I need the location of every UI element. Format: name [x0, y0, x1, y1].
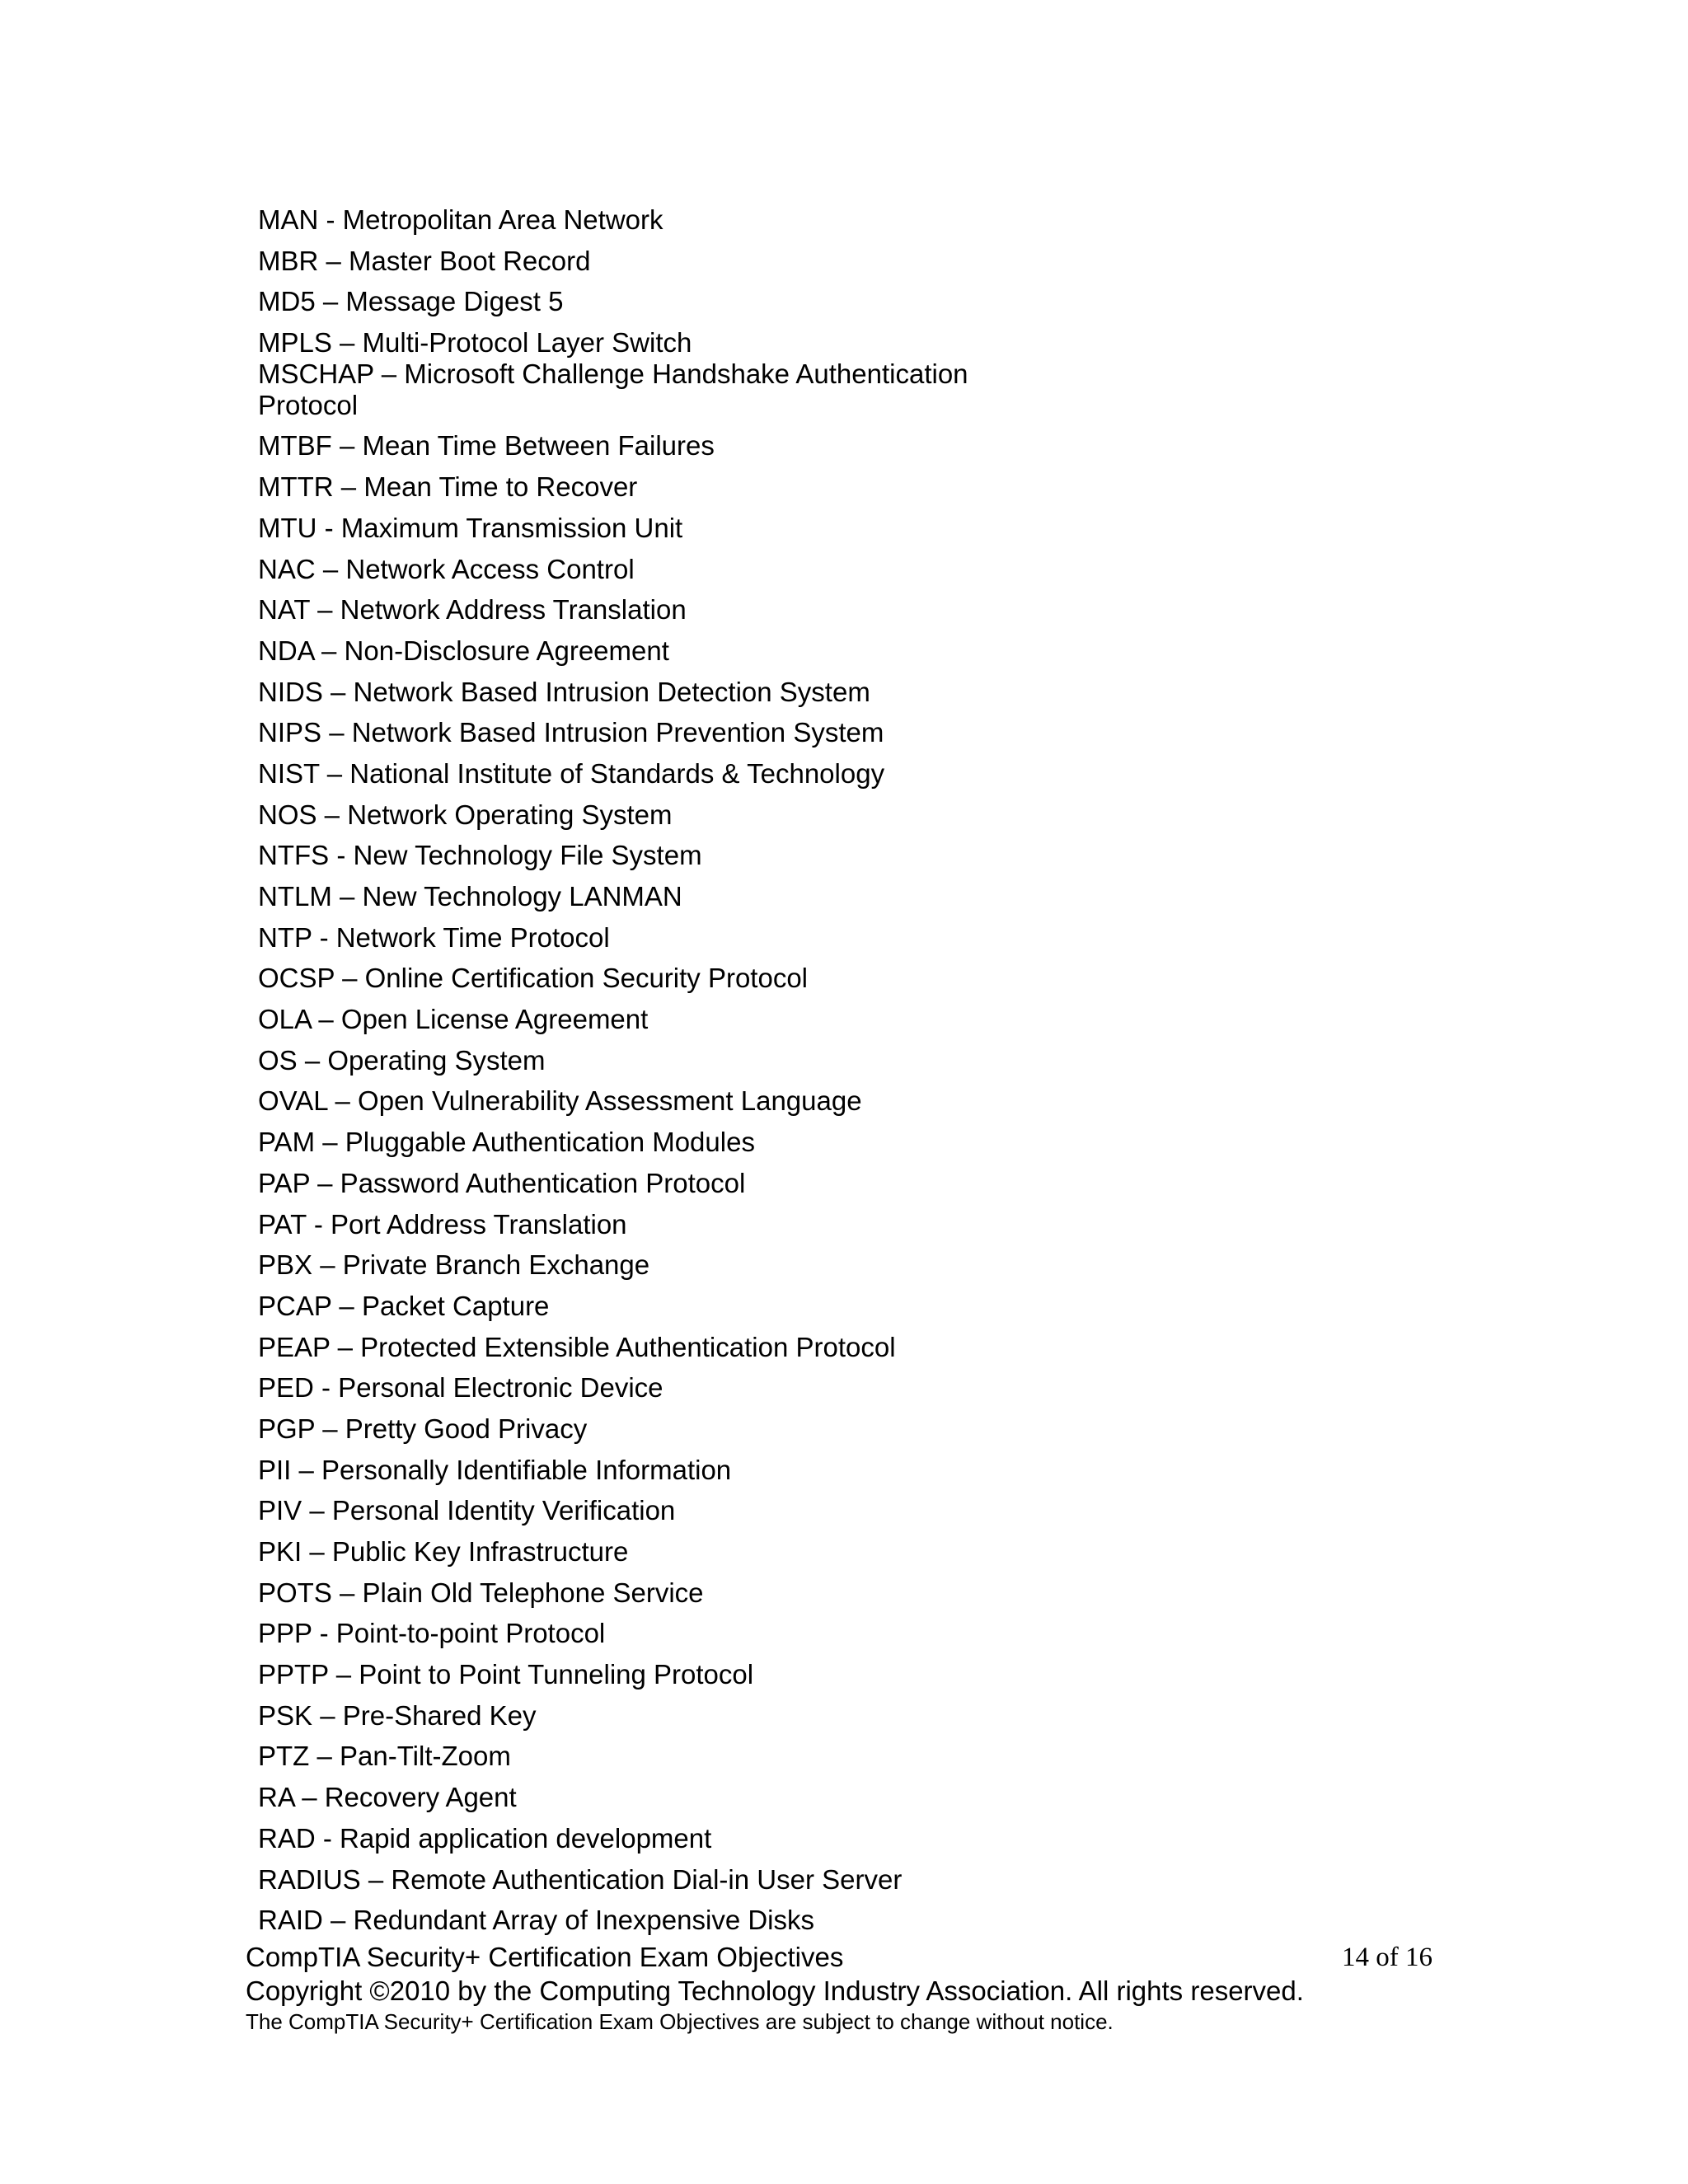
acronym-item: PCAP – Packet Capture — [258, 1290, 550, 1321]
acronym-item: PED - Personal Electronic Device — [258, 1372, 663, 1404]
acronym-item: PGP – Pretty Good Privacy — [258, 1413, 588, 1444]
acronym-item: RAID – Redundant Array of Inexpensive Disks — [258, 1905, 815, 1936]
acronym-item: MBR – Master Boot Record — [258, 245, 591, 276]
acronym-item: PAT - Port Address Translation — [258, 1208, 627, 1240]
acronym-item: PIV – Personal Identity Verification — [258, 1495, 676, 1526]
acronym-item: RA – Recovery Agent — [258, 1782, 517, 1813]
acronym-item: NTLM – New Technology LANMAN — [258, 881, 682, 912]
acronym-item: PPTP – Point to Point Tunneling Protocol — [258, 1659, 754, 1690]
acronym-item: POTS – Plain Old Telephone Service — [258, 1577, 704, 1608]
acronym-item: NOS – Network Operating System — [258, 799, 673, 830]
copyright-line: Copyright ©2010 by the Computing Technology Industry Association. All rights reserved. — [246, 1975, 1304, 2006]
acronym-item: NAT – Network Address Translation — [258, 594, 687, 626]
acronym-item: RADIUS – Remote Authentication Dial-in User Server — [258, 1863, 903, 1895]
acronym-item: PEAP – Protected Extensible Authentication Protocol — [258, 1331, 896, 1362]
acronym-item: NIST – National Institute of Standards & Technology — [258, 757, 885, 789]
acronym-item: PTZ – Pan-Tilt-Zoom — [258, 1741, 511, 1772]
acronym-item: PKI – Public Key Infrastructure — [258, 1536, 629, 1567]
acronym-item: OS – Operating System — [258, 1044, 546, 1076]
acronym-item: PBX – Private Branch Exchange — [258, 1249, 650, 1281]
acronym-item: NAC – Network Access Control — [258, 553, 635, 584]
acronym-item: NTFS - New Technology File System — [258, 840, 702, 871]
notice-line: The CompTIA Security+ Certification Exam Objectives are subject to change without notice. — [246, 2009, 1114, 2034]
page-footer — [246, 1941, 1432, 2035]
acronym-item: MD5 – Message Digest 5 — [258, 286, 564, 317]
acronym-item: MPLS – Multi-Protocol Layer Switch — [258, 327, 692, 359]
acronym-item: NTP - Network Time Protocol — [258, 921, 610, 953]
acronym-item: PSK – Pre-Shared Key — [258, 1699, 537, 1731]
acronym-item: RAD - Rapid application development — [258, 1822, 712, 1854]
footer-title-row — [246, 1941, 1432, 1974]
acronym-item: OCSP – Online Certification Security Protocol — [258, 963, 809, 994]
page-number: 14 of 16 — [1342, 1943, 1432, 1972]
acronym-item: OLA – Open License Agreement — [258, 1004, 649, 1035]
acronym-item: MSCHAP – Microsoft Challenge Handshake Authentication Protocol — [258, 358, 968, 420]
acronym-item: PII – Personally Identifiable Information — [258, 1454, 732, 1485]
acronym-item: PAP – Password Authentication Protocol — [258, 1167, 746, 1198]
acronym-item: NIDS – Network Based Intrusion Detection System — [258, 676, 870, 707]
acronym-item: NDA – Non-Disclosure Agreement — [258, 635, 669, 666]
acronym-list — [258, 204, 1082, 1946]
acronym-item: MTU - Maximum Transmission Unit — [258, 512, 683, 543]
acronym-item: MAN - Metropolitan Area Network — [258, 204, 663, 235]
acronym-item: MTBF – Mean Time Between Failures — [258, 430, 715, 462]
acronym-item: MTTR – Mean Time to Recover — [258, 471, 638, 503]
footer-title: CompTIA Security+ Certification Exam Objectives — [246, 1942, 844, 1972]
acronym-item: PAM – Pluggable Authentication Modules — [258, 1127, 755, 1158]
acronym-item: PPP - Point-to-point Protocol — [258, 1618, 606, 1649]
acronym-item: OVAL – Open Vulnerability Assessment Language — [258, 1085, 862, 1117]
acronym-item: NIPS – Network Based Intrusion Prevention System — [258, 717, 884, 748]
